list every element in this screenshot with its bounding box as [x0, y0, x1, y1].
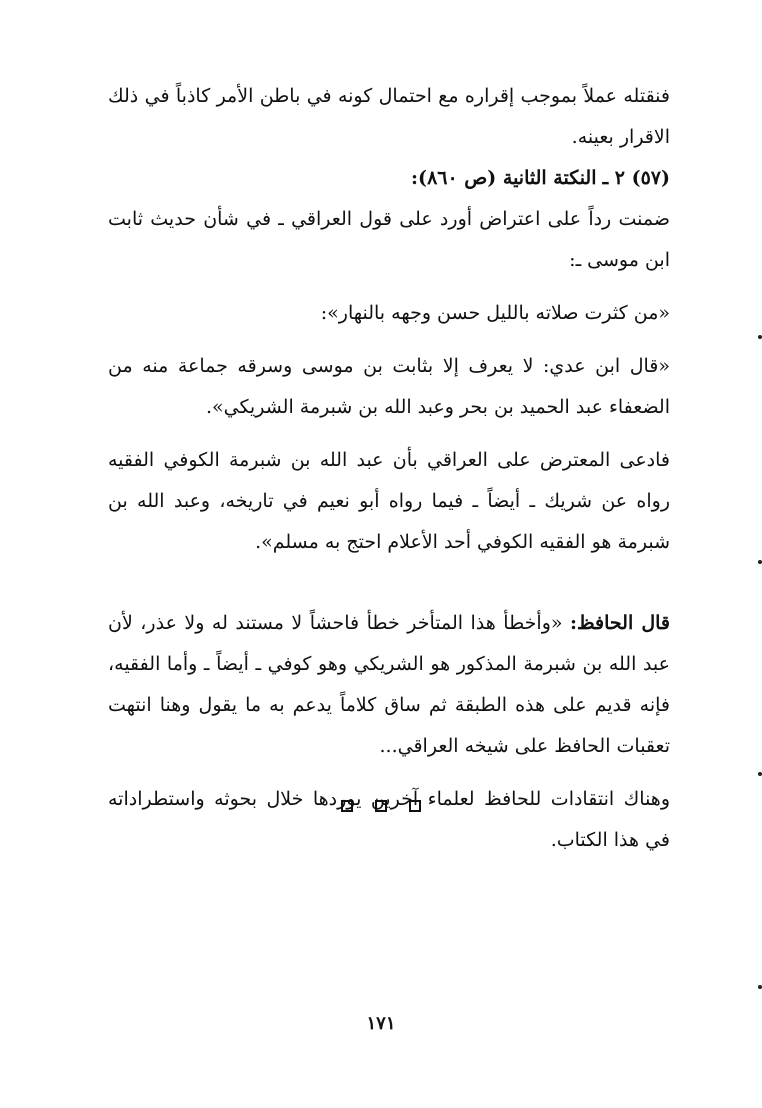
- page-number: ١٧١: [366, 1013, 396, 1034]
- paragraph-closing: وهناك انتقادات للحافظ لعلماء آخرين يوردها خلال بحوثه واستطراداته في هذا الكتاب.: [108, 788, 670, 851]
- section-separator: [0, 800, 762, 812]
- quoted-hadith: «من كثرت صلاته بالليل حسن وجهه بالنهار»:: [320, 302, 670, 324]
- section-heading: [108, 158, 670, 199]
- separator-square-icon: [375, 800, 387, 812]
- hafiz-text: «وأخطأ هذا المتأخر خطأ فاحشاً لا مستند له ولا عذر، لأن عبد الله بن شبرمة المذكور هو الشريكي وهو كوفي ـ أيضاً ـ وأما الفقيه، فإنه قديم على هذه الطبقة ثم ساق كلاماً يدعم به ما يقول وهنا انتهت تعقبات الحافظ على شيخه العراقي...: [108, 612, 670, 757]
- separator-square-icon: [341, 800, 353, 812]
- page-body: [108, 76, 670, 861]
- paragraph-1: فنقتله عملاً بموجب إقراره مع احتمال كونه في باطن الأمر كاذباً في ذلك الاقرار بعينه.: [108, 85, 670, 148]
- edge-speck: [758, 985, 762, 989]
- section-title: النكتة الثانية (ص ٨٦٠):: [411, 167, 597, 189]
- paragraph-hafiz: [108, 603, 670, 767]
- paragraph-2: ضمنت رداً على اعتراض أورد على قول العراقي ـ في شأن حديث ثابت ابن موسى ـ:: [108, 208, 670, 271]
- edge-speck: [758, 560, 762, 564]
- edge-speck: [758, 772, 762, 776]
- separator-square-icon: [409, 800, 421, 812]
- paragraph-objection: فادعى المعترض على العراقي بأن عبد الله بن شبرمة الكوفي الفقيه رواه عن شريك ـ أيضاً ـ فيما رواه أبو نعيم في تاريخه، وعبد الله بن شبرمة هو الفقيه الكوفي أحد الأعلام احتج به مسلم».: [108, 449, 670, 553]
- paragraph-ibn-adi: «قال ابن عدي: لا يعرف إلا بثابت بن موسى وسرقه جماعة منه من الضعفاء عبد الحميد بن بحر وعبد الله بن شبرمة الشريكي».: [108, 355, 670, 418]
- edge-speck: [758, 335, 762, 339]
- section-number: (٥٧) ٢ ـ: [602, 167, 670, 189]
- hafiz-label: قال الحافظ:: [570, 612, 670, 634]
